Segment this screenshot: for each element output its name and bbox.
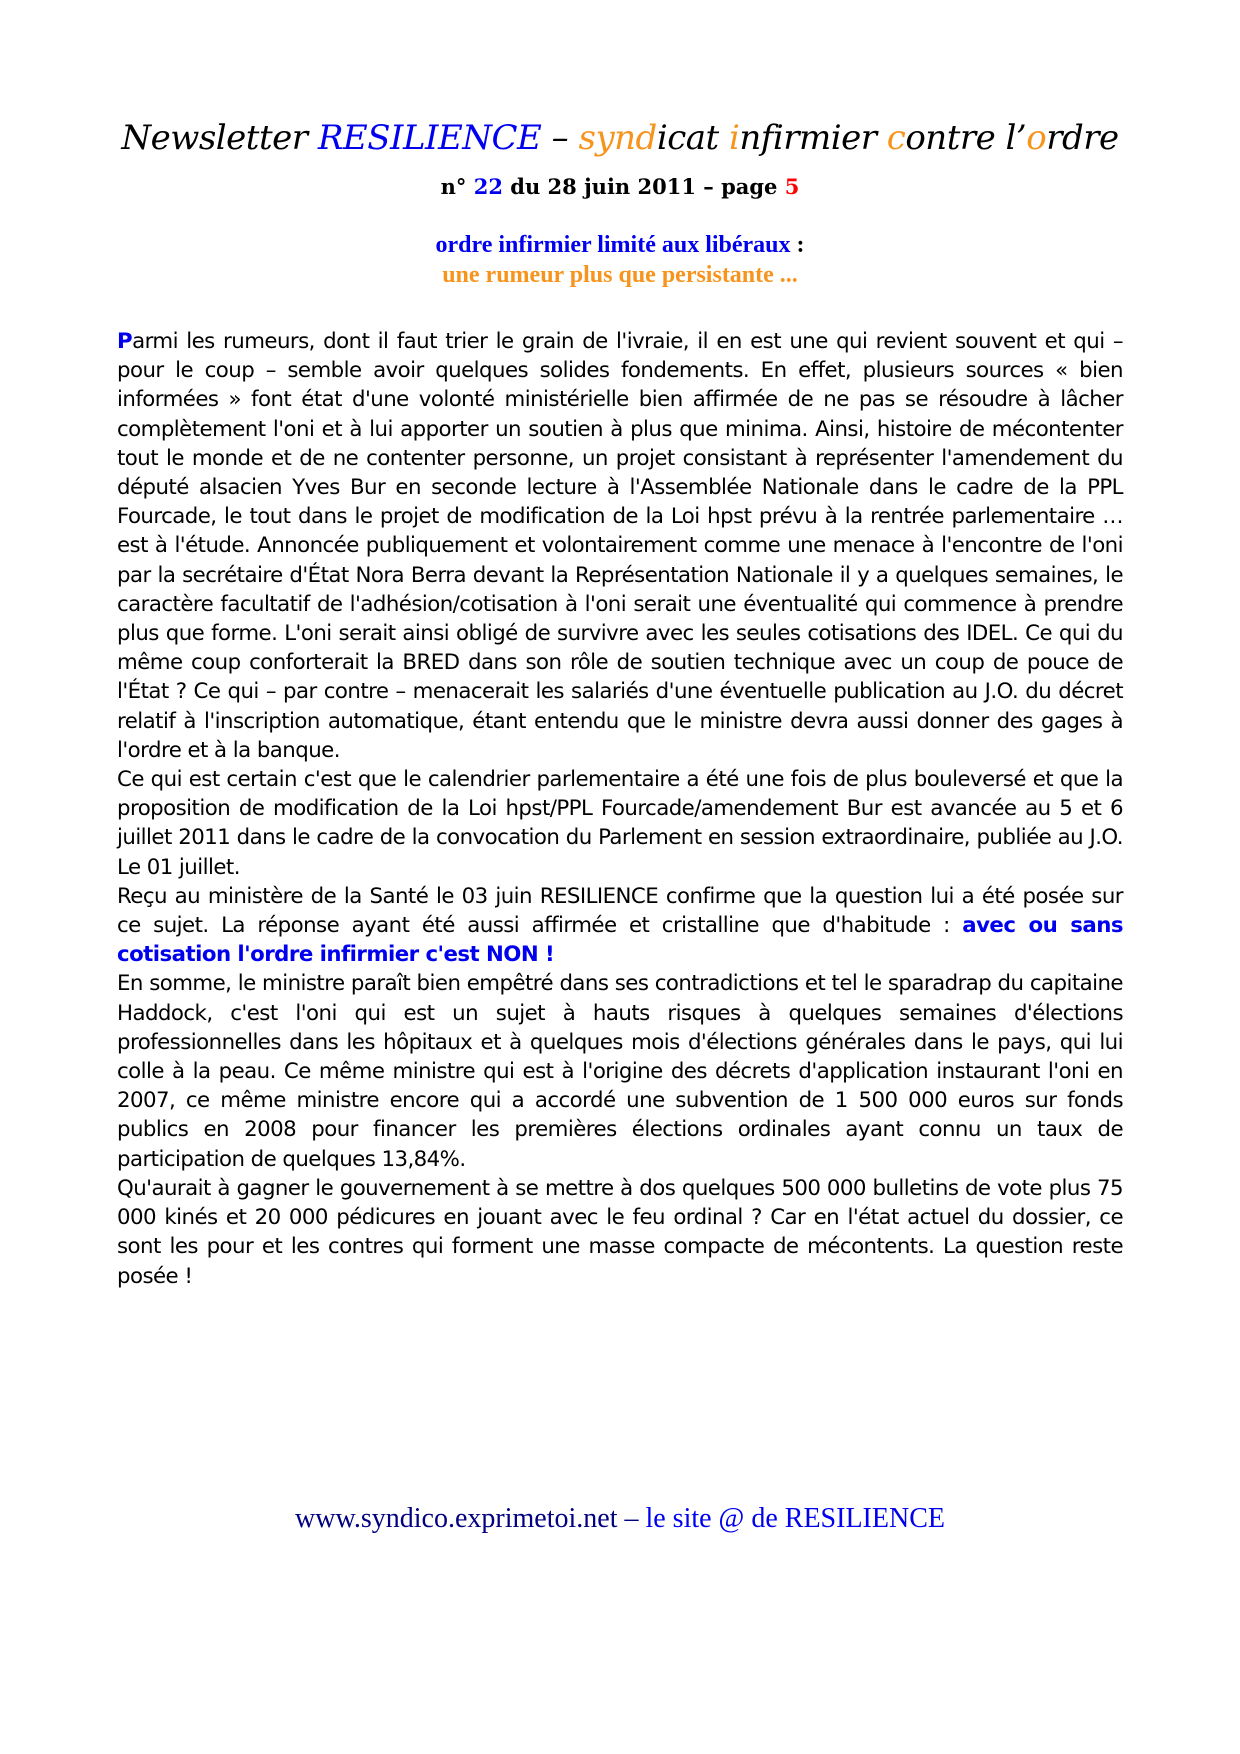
paragraph-1 [117,327,1123,765]
masthead-prefix: Newsletter [121,118,318,158]
masthead-ordre-rest: rdre [1046,118,1119,158]
headline-colon: : [790,232,805,258]
masthead-brand: RESILIENCE [317,118,542,158]
masthead-contre-rest: ontre l’ [905,118,1027,158]
footer-dash: – [617,1503,646,1534]
page-number: 5 [784,174,800,199]
issue-number: 22 [473,174,503,199]
masthead-syndicat-rest: icat [656,118,729,158]
headline-main: ordre infirmier limité aux libéraux [435,232,791,258]
masthead-infirmier-highlight: i [729,118,740,158]
issue-line [0,174,1240,199]
footer-url-link[interactable]: www.syndico.exprimetoi.net [295,1503,618,1534]
footer-tagline: le site @ de RESILIENCE [645,1503,945,1534]
footer [0,1503,1240,1535]
masthead-ordre-highlight: o [1026,118,1047,158]
paragraph-4: En somme, le ministre paraît bien empêtré dans ses contradictions et tel le sparadrap du capitaine Haddock, c'est l'oni qui est un sujet à hauts risques à quelques semaines d'élections professionnelles dans les hôpitaux et à quelques mois d'élections générales dans le pays, qui lui colle à la peau. Ce même ministre qui est à l'origine des décrets d'application instaurant l'oni en 2007, ce même ministre encore qui a accordé une subvention de 1 500 000 euros sur fonds publics en 2008 pour financer les premières élections ordinales ayant connu un taux de participation de quelques 13,84%. [117,971,1123,1172]
paragraph-1-text: armi les rumeurs, dont il faut trier le grain de l'ivraie, il en est une qui revient souvent et qui – pour le coup – semble avoir quelques solides fondements. En effet, plusieurs sources « bien informées » font état d'une volonté ministérielle bien affirmée de ne pas se résoudre à lâcher complètement l'oni et à lui apporter un soutien à plus que minima. Ainsi, histoire de mécontenter tout le monde et de ne contenter personne, un projet consistant à représenter l'amendement du député alsacien Yves Bur en seconde lecture à l'Assemblée Nationale dans le cadre de la PPL Fourcade, le tout dans le projet de modification de la Loi hpst prévu à la rentrée parlementaire … est à l'étude. Annoncée publiquement et volontairement comme une menace à l'encontre de l'oni par la secrétaire d'État Nora Berra devant la Représentation Nationale il y a quelques semaines, le caractère facultatif de l'adhésion/cotisation à l'oni serait une éventualité qui commence à prendre plus que forme. L'oni serait ainsi obligé de survivre avec les seules cotisations des IDEL. Ce qui du même coup conforterait la BRED dans son rôle de soutien technique avec un coup de pouce de l'État ? Ce qui – par contre – menacerait les salariés d'une éventuelle publication au J.O. du décret relatif à l'inscription automatique, étant entendu que le ministre devra aussi donner des gages à l'ordre et à la banque. [117,329,1123,763]
paragraph-3 [117,882,1123,970]
paragraph-3-emphasis: avec ou sans cotisation l'ordre infirmier c'est NON ! [117,913,1123,968]
paragraph-3-text: Reçu au ministère de la Santé le 03 juin RESILIENCE confirme que la question lui a été posée sur ce sujet. La réponse ayant été aussi affirmée et cristalline que d'habitude : [117,883,1123,939]
paragraph-5: Qu'aurait à gagner le gouvernement à se mettre à dos quelques 500 000 bulletins de vote plus 75 000 kinés et 20 000 pédicures en jouant avec le feu ordinal ? Car en l'état actuel du dossier, ce sont les pour et les contres qui forment une masse compacte de mécontents. La question reste posée ! [117,1175,1123,1289]
article-body [117,327,1123,1291]
masthead-contre-highlight: c [886,118,906,158]
issue-prefix: n° [440,174,474,199]
masthead-syndicat-highlight: synd [578,118,657,158]
masthead-dash: – [541,118,579,158]
masthead [0,118,1240,158]
paragraph-2: Ce qui est certain c'est que le calendrier parlementaire a été une fois de plus bouleversé et que la proposition de modification de la Loi hpst/PPL Fourcade/amendement Bur est avancée au 5 et 6 juillet 2011 dans le cadre de la convocation du Parlement en session extraordinaire, publiée au J.O. Le 01 juillet. [117,767,1123,880]
issue-date: du 28 juin 2011 – page [502,174,785,199]
article-subheadline: une rumeur plus que persistante ... [442,262,798,288]
article-headline [0,232,1240,259]
masthead-infirmier-rest: nfirmier [739,118,887,158]
dropcap: P [117,329,133,354]
